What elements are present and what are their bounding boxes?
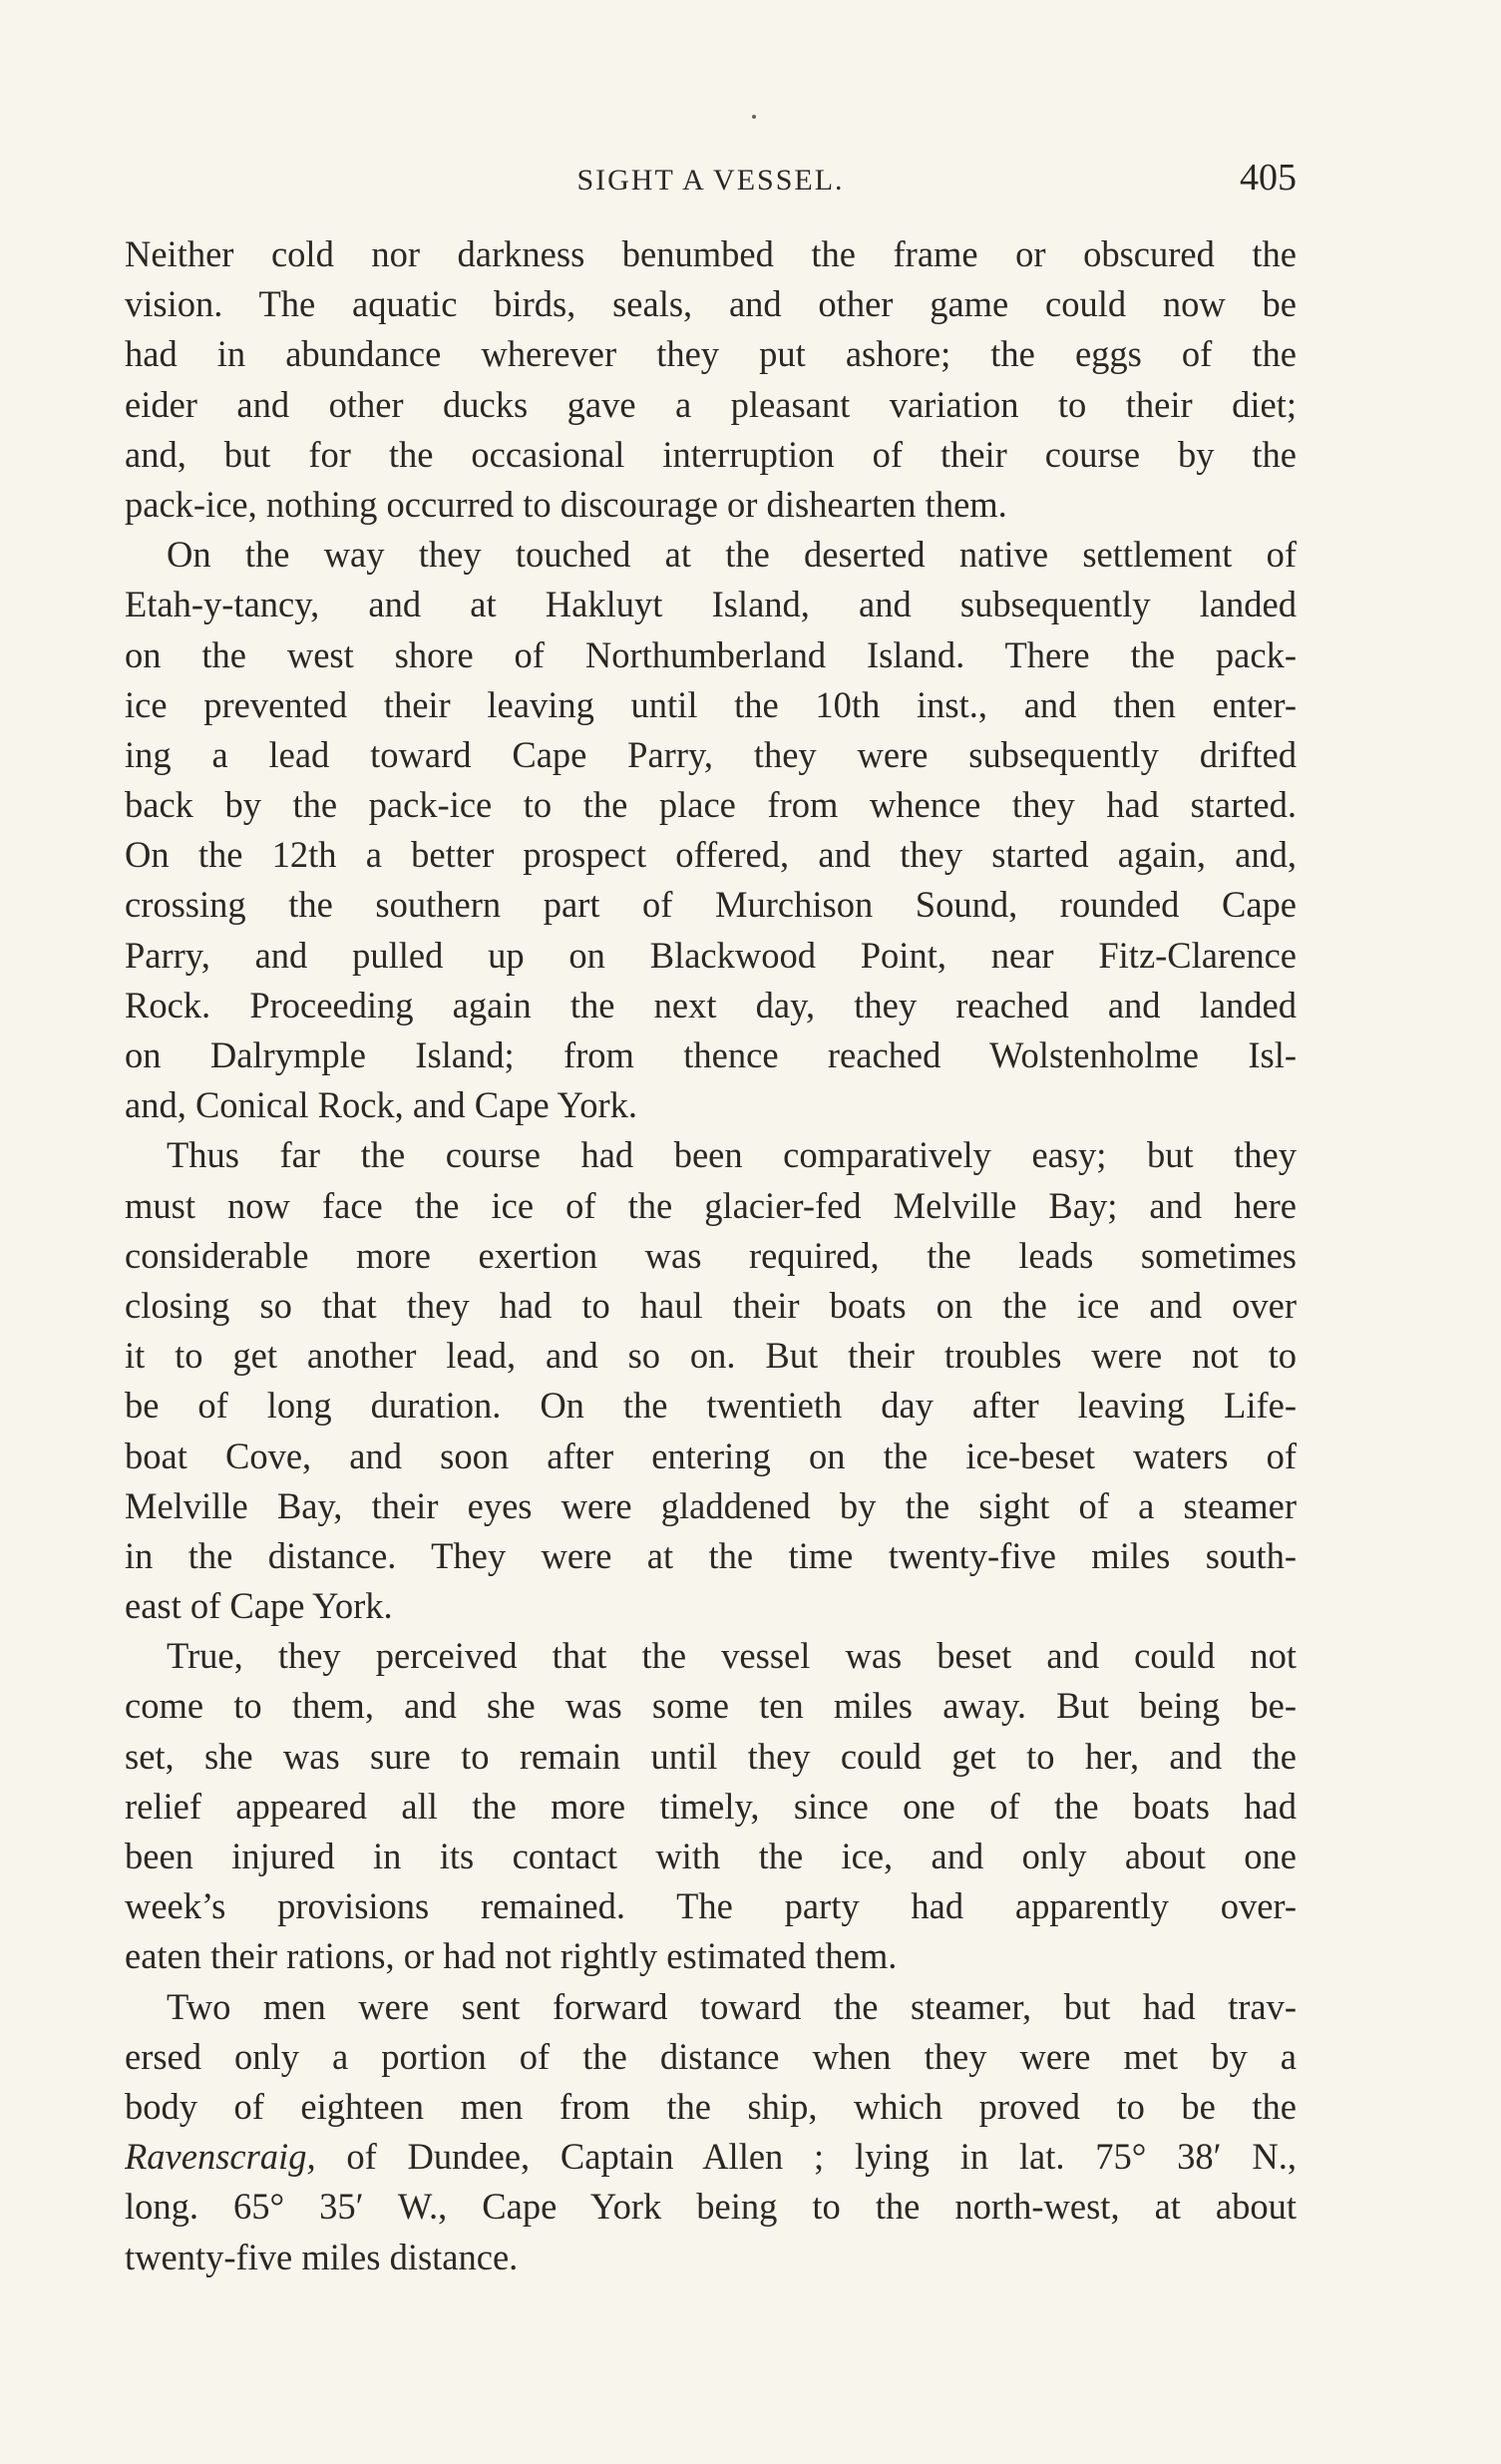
text-line: considerable more exertion was required, the leads sometimes xyxy=(125,1234,1297,1276)
text-line: Thus far the course had been comparatively easy; but they xyxy=(167,1134,1297,1176)
ship-name: Ravenscraig, xyxy=(125,2136,316,2178)
text-line: boat Cove, and soon after entering on the ice-beset waters of xyxy=(125,1435,1297,1476)
text-line: body of eighteen men from the ship, which proved to be the xyxy=(125,2085,1297,2127)
text-line: vision. The aquatic birds, seals, and other game could now be xyxy=(125,283,1297,325)
text-line: long. 65° 35′ W., Cape York being to the north-west, at about xyxy=(125,2186,1297,2228)
text-line: Neither cold nor darkness benumbed the frame or obscured the xyxy=(125,233,1297,274)
text-line: eaten their rations, or had not rightly estimated them. xyxy=(125,1935,898,1977)
text-line: come to them, and she was some ten miles away. But being be- xyxy=(125,1685,1297,1727)
text-line: week’s provisions remained. The party had apparently over- xyxy=(125,1885,1297,1927)
running-head xyxy=(125,150,1297,209)
print-speck xyxy=(752,115,756,119)
text-line: set, she was sure to remain until they could get to her, and the xyxy=(125,1735,1297,1777)
text-line: True, they perceived that the vessel was beset and could not xyxy=(167,1635,1297,1677)
text-line: on the west shore of Northumberland Island. There the pack- xyxy=(125,633,1297,675)
ship-line-rest: of Dundee, Captain Allen ; lying in lat. 75° 38′ N., xyxy=(315,2136,1297,2178)
text-line: relief appeared all the more timely, since one of the boats had xyxy=(125,1785,1297,1827)
text-line: had in abundance wherever they put ashore; the eggs of the xyxy=(125,333,1297,375)
text-line: east of Cape York. xyxy=(125,1585,393,1627)
page-number: 405 xyxy=(1240,157,1297,199)
text-line: been injured in its contact with the ice, and only about one xyxy=(125,1836,1297,1876)
text-line: back by the pack-ice to the place from whence they had started. xyxy=(125,784,1297,826)
text-line: eider and other ducks gave a pleasant variation to their diet; xyxy=(125,383,1297,425)
text-line: Rock. Proceeding again the next day, they reached and landed xyxy=(125,984,1297,1026)
text-line: and, Conical Rock, and Cape York. xyxy=(125,1084,637,1126)
text-line: ersed only a portion of the distance when they were met by a xyxy=(125,2035,1297,2077)
text-line: on Dalrymple Island; from thence reached Wolstenholme Isl- xyxy=(125,1034,1297,1075)
text-line: and, but for the occasional interruption of their course by the xyxy=(125,433,1297,475)
text-line: ing a lead toward Cape Parry, they were subsequently drifted xyxy=(125,733,1297,775)
text-line: Melville Bay, their eyes were gladdened by the sight of a steamer xyxy=(125,1484,1297,1526)
text-line: crossing the southern part of Murchison Sound, rounded Cape xyxy=(125,884,1297,926)
text-line: in the distance. They were at the time twenty-five miles south- xyxy=(125,1534,1297,1576)
text-line: pack-ice, nothing occurred to discourage or dishearten them. xyxy=(125,483,1007,525)
text-line: Etah-y-tancy, and at Hakluyt Island, and subsequently landed xyxy=(125,584,1297,625)
text-line: it to get another lead, and so on. But their troubles were not to xyxy=(125,1335,1297,1377)
body-text xyxy=(125,229,1297,2282)
text-line-ship xyxy=(125,2132,1297,2182)
text-line: twenty-five miles distance. xyxy=(125,2236,519,2277)
text-line: ice prevented their leaving until the 10th inst., and then enter- xyxy=(125,683,1297,725)
text-line: be of long duration. On the twentieth day after leaving Life- xyxy=(125,1385,1297,1427)
text-line: On the 12th a better prospect offered, and they started again, and, xyxy=(125,834,1297,876)
text-line: On the way they touched at the deserted native settlement of xyxy=(167,534,1297,576)
text-line: must now face the ice of the glacier-fed Melville Bay; and here xyxy=(125,1184,1297,1226)
text-line: Parry, and pulled up on Blackwood Point, near Fitz-Clarence xyxy=(125,934,1297,976)
text-line: Two men were sent forward toward the steamer, but had trav- xyxy=(167,1985,1297,2027)
text-line: closing so that they had to haul their boats on the ice and over xyxy=(125,1284,1297,1326)
running-title: SIGHT A VESSEL. xyxy=(576,164,845,197)
